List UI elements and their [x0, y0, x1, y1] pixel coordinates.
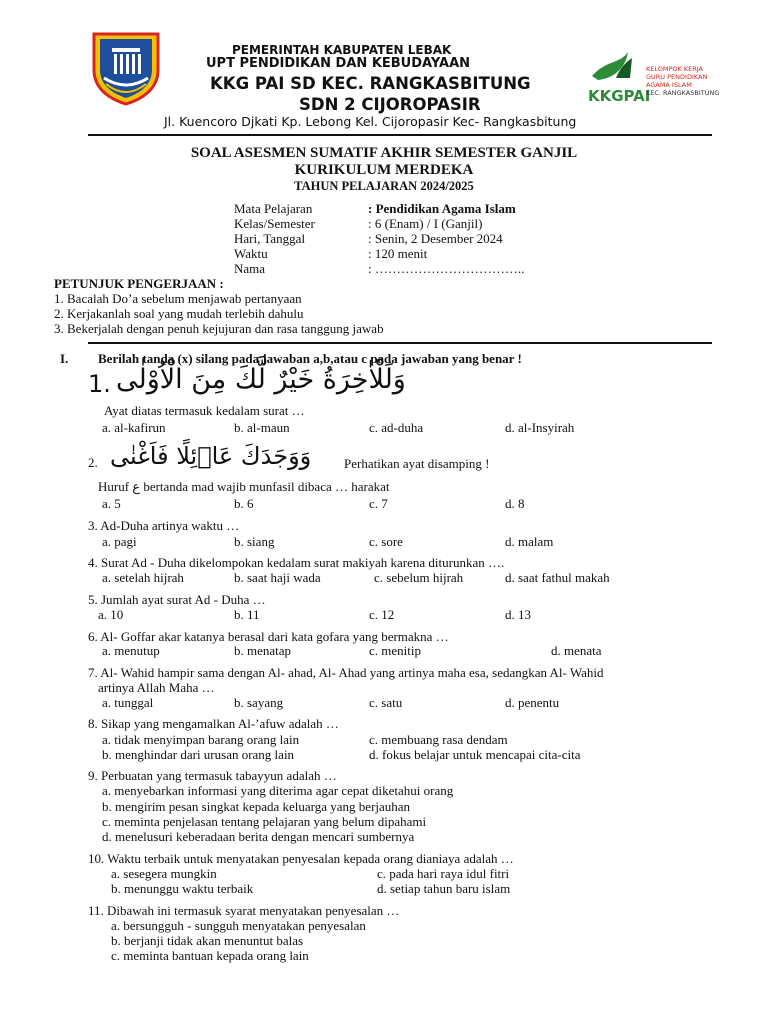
q6-question: 6. Al- Goffar akar katanya berasal dari kata gofara yang bermakna … [88, 629, 449, 644]
q1-option-a[interactable]: a. al-kafirun [102, 420, 166, 435]
kkgpai-logo [586, 48, 726, 108]
q7-option-c[interactable]: c. satu [369, 695, 403, 710]
q4-option-d[interactable]: d. saat fathul makah [505, 570, 610, 585]
q4-question: 4. Surat Ad - Duha dikelompokan kedalam surat makiyah karena diturunkan …. [88, 555, 505, 570]
q9-option-c[interactable]: c. meminta penjelasan tentang pelajaran yang belum dipahami [102, 814, 427, 829]
q8-option-d[interactable]: d. fokus belajar untuk mencapai cita-cita [369, 747, 581, 762]
q5-option-d[interactable]: d. 13 [505, 607, 531, 622]
info-label: Nama [234, 261, 266, 276]
q2-option-c[interactable]: c. 7 [369, 496, 388, 511]
q5-option-b[interactable]: b. 11 [234, 607, 260, 622]
q4-option-a[interactable]: a. setelah hijrah [102, 570, 184, 585]
instruction-item: 1. Bacalah Do’a sebelum menjawab pertanyaan [54, 291, 302, 306]
q8-option-b[interactable]: b. menghindar dari urusan orang lain [102, 747, 295, 762]
section-number: I. [60, 351, 69, 366]
q1-option-d[interactable]: d. al-Insyirah [505, 420, 575, 435]
q10-option-b[interactable]: b. menunggu waktu terbaik [111, 881, 254, 896]
exam-curriculum: KURIKULUM MERDEKA [294, 162, 474, 178]
kkgpai-logo-line3: AGAMA ISLAM [646, 81, 692, 89]
q11-option-a[interactable]: a. bersungguh - sungguh menyatakan penyesalan [111, 918, 366, 933]
kkgpai-logo-text: KKGPAI [588, 87, 651, 105]
q3-option-a[interactable]: a. pagi [102, 534, 137, 549]
q11-option-b[interactable]: b. berjanji tidak akan menuntut balas [111, 933, 304, 948]
kkgpai-logo-line2: GURU PENDIDIKAN [646, 73, 708, 81]
q3-option-d[interactable]: d. malam [505, 534, 554, 549]
q4-option-b[interactable]: b. saat haji wada [234, 570, 321, 585]
letterhead-divider [88, 134, 712, 136]
q6-option-b[interactable]: b. menatap [234, 643, 292, 658]
q1-option-b[interactable]: b. al-maun [234, 420, 290, 435]
q10-option-a[interactable]: a. sesegera mungkin [111, 866, 217, 881]
header-government: PEMERINTAH KABUPATEN LEBAK [232, 43, 452, 57]
q10-option-d[interactable]: d. setiap tahun baru islam [377, 881, 511, 896]
instruction-item: 3. Bekerjalah dengan penuh kejujuran dan rasa tanggung jawab [54, 321, 384, 336]
info-value: : Pendidikan Agama Islam [368, 201, 516, 216]
q2-number: 2. [88, 455, 98, 470]
q2-option-b[interactable]: b. 6 [234, 496, 254, 511]
q7-question: 7. Al- Wahid hampir sama dengan Al- ahad, Al- Ahad yang artinya maha esa, sedangkan Al- Wahid [88, 665, 604, 680]
q7-option-b[interactable]: b. sayang [234, 695, 284, 710]
instructions-title: PETUNJUK PENGERJAAN : [54, 276, 224, 291]
q6-option-c[interactable]: c. menitip [369, 643, 421, 658]
section-instruction: Berilah tanda (x) silang pada jawaban a,b,atau c pada jawaban yang benar ! [98, 351, 522, 366]
q5-option-c[interactable]: c. 12 [369, 607, 395, 622]
q7-question-cont: artinya Allah Maha … [98, 680, 215, 695]
info-value: : Senin, 2 Desember 2024 [368, 231, 503, 246]
q6-option-d[interactable]: d. menata [551, 643, 602, 658]
q1-arabic-verse: وَلَلْاٰخِرَةُ خَيْرٌ لَّكَ مِنَ الْاُوْلٰى [116, 364, 406, 395]
q4-option-c[interactable]: c. sebelum hijrah [374, 570, 464, 585]
q9-option-d[interactable]: d. menelusuri keberadaan berita dengan mencari sumbernya [102, 829, 415, 844]
regency-crest-logo [90, 30, 162, 106]
q11-option-c[interactable]: c. meminta bantuan kepada orang lain [111, 948, 309, 963]
q5-option-a[interactable]: a. 10 [98, 607, 124, 622]
name-field[interactable]: : …………………………….. [368, 261, 525, 276]
header-upt: UPT PENDIDIKAN DAN KEBUDAYAAN [206, 56, 471, 71]
q8-option-a[interactable]: a. tidak menyimpan barang orang lain [102, 732, 300, 747]
q7-option-a[interactable]: a. tunggal [102, 695, 154, 710]
q1-number: 1. [88, 370, 111, 398]
q2-question: Huruf ع bertanda mad wajib munfasil dibaca … harakat [98, 479, 390, 494]
q6-option-a[interactable]: a. menutup [102, 643, 160, 658]
exam-year: TAHUN PELAJARAN 2024/2025 [294, 179, 474, 193]
q9-option-a[interactable]: a. menyebarkan informasi yang diterima agar cepat diketahui orang [102, 783, 454, 798]
info-label: Kelas/Semester [234, 216, 315, 231]
instruction-item: 2. Kerjakanlah soal yang mudah terlebih dahulu [54, 306, 304, 321]
q1-question: Ayat diatas termasuk kedalam surat … [104, 403, 305, 418]
header-kkg: KKG PAI SD KEC. RANGKASBITUNG [210, 74, 531, 93]
q1-option-c[interactable]: c. ad-duha [369, 420, 424, 435]
info-value: : 6 (Enam) / I (Ganjil) [368, 216, 483, 231]
q7-option-d[interactable]: d. penentu [505, 695, 560, 710]
kkgpai-logo-line1: KELOMPOK KERJA [646, 65, 703, 73]
section-divider [88, 342, 712, 344]
q2-arabic-verse: وَوَجَدَكَ عَاۤئِلًا فَاَغْنٰى [110, 442, 312, 470]
q2-option-d[interactable]: d. 8 [505, 496, 525, 511]
header-address: Jl. Kuencoro Djkati Kp. Lebong Kel. Cijoropasir Kec- Rangkasbitung [164, 114, 577, 129]
info-value: : 120 menit [368, 246, 428, 261]
q10-question: 10. Waktu terbaik untuk menyatakan penyesalan kepada orang dianiaya adalah … [88, 851, 514, 866]
q8-question: 8. Sikap yang mengamalkan Al-’afuw adalah … [88, 716, 339, 731]
exam-title: SOAL ASESMEN SUMATIF AKHIR SEMESTER GANJIL [190, 145, 578, 161]
q9-option-b[interactable]: b. mengirim pesan singkat kepada keluarga yang berjauhan [102, 799, 411, 814]
q5-question: 5. Jumlah ayat surat Ad - Duha … [88, 592, 266, 607]
kkgpai-logo-line4: KEC. RANGKASBITUNG [646, 89, 720, 97]
q2-option-a[interactable]: a. 5 [102, 496, 121, 511]
q2-note: Perhatikan ayat disamping ! [344, 456, 490, 471]
info-label: Mata Pelajaran [234, 201, 313, 216]
q9-question: 9. Perbuatan yang termasuk tabayyun adalah … [88, 768, 337, 783]
q11-question: 11. Dibawah ini termasuk syarat menyatakan penyesalan … [88, 903, 400, 918]
q8-option-c[interactable]: c. membuang rasa dendam [369, 732, 508, 747]
info-label: Waktu [234, 246, 268, 261]
header-school: SDN 2 CIJOROPASIR [299, 95, 481, 114]
info-label: Hari, Tanggal [234, 231, 306, 246]
q3-option-b[interactable]: b. siang [234, 534, 275, 549]
q3-option-c[interactable]: c. sore [369, 534, 403, 549]
q3-question: 3. Ad-Duha artinya waktu … [88, 518, 240, 533]
q10-option-c[interactable]: c. pada hari raya idul fitri [377, 866, 510, 881]
